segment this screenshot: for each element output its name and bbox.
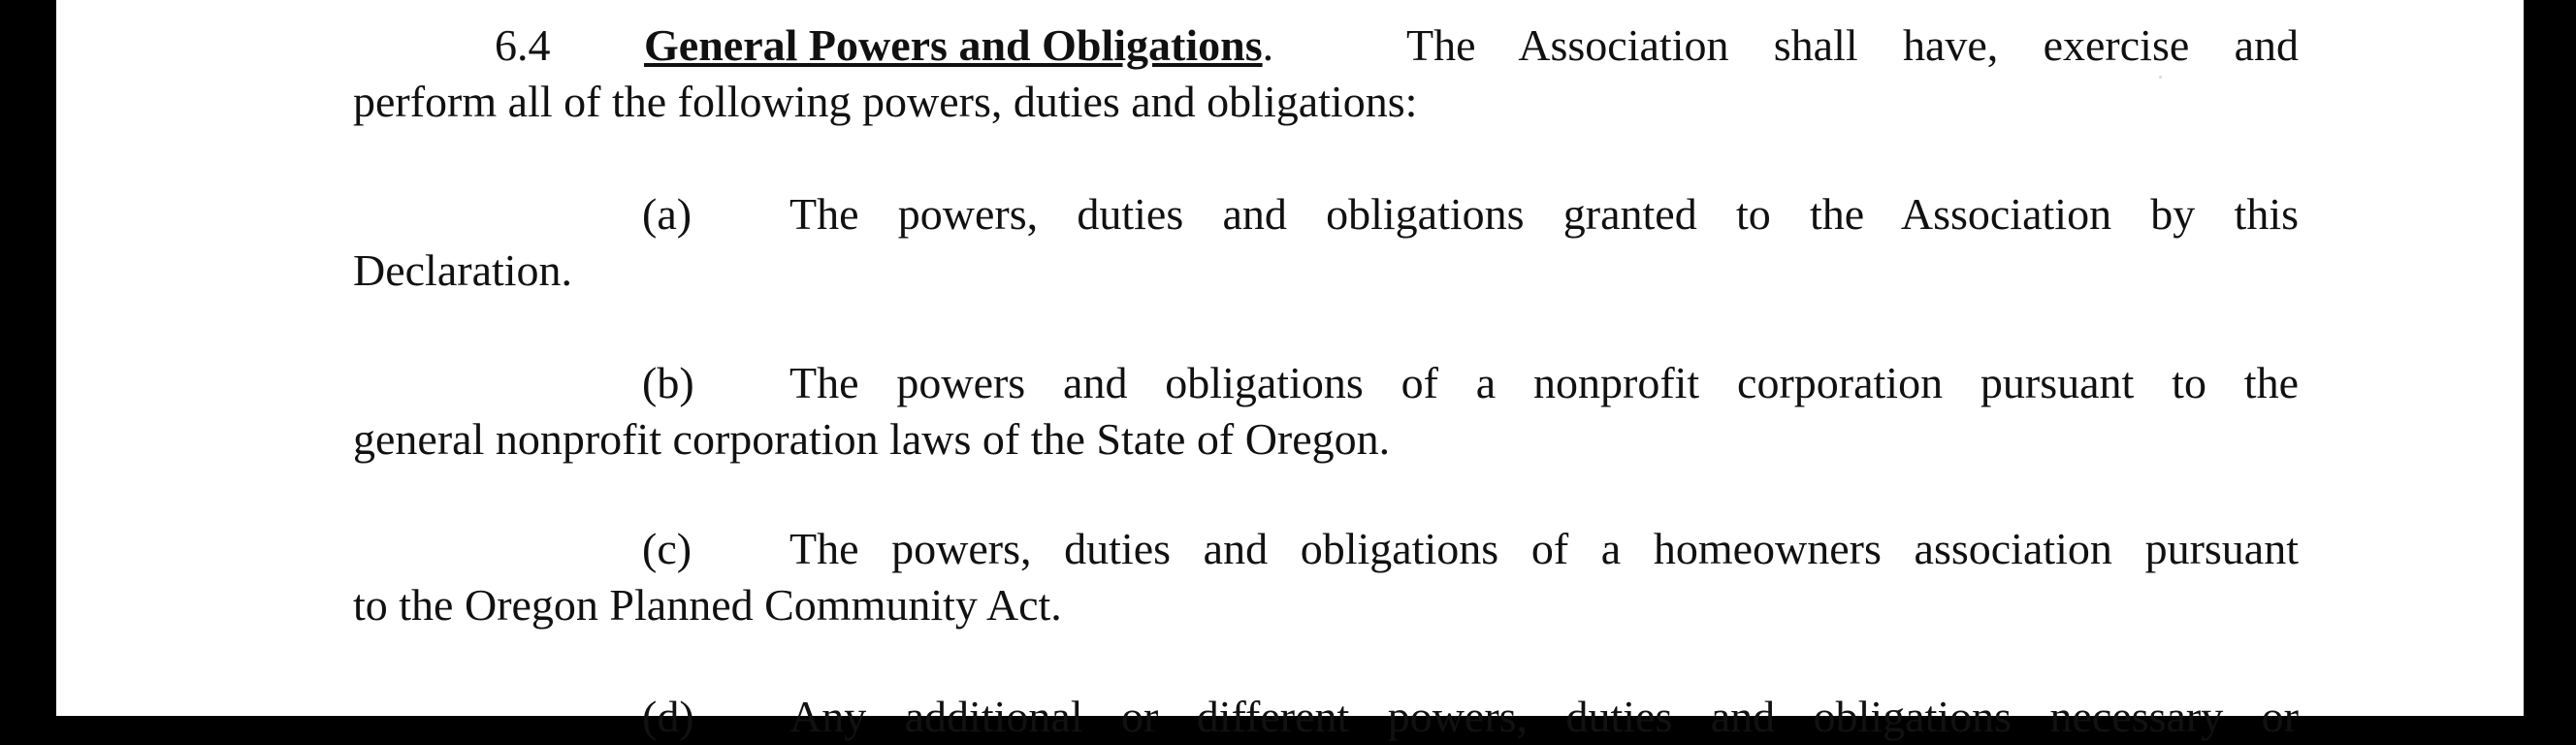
item-label-d: (d) — [642, 692, 694, 741]
item-text-a: The powers, duties and obligations granted to the Association by this — [789, 189, 2299, 239]
scan-speck — [2159, 76, 2162, 79]
item-text-d: Any additional or different powers, duties and obligations necessary or — [789, 692, 2299, 741]
item-text-c: The powers, duties and obligations of a homeowners association pursuant — [789, 524, 2299, 573]
section-intro-first-line: The Association shall have, exercise and — [1406, 20, 2299, 70]
section-title-period: . — [1262, 20, 1274, 70]
item-label-c: (c) — [642, 524, 692, 573]
section-heading-group — [644, 17, 1273, 74]
section-number: 6.4 — [495, 20, 551, 70]
item-continuation-b: general nonprofit corporation laws of the State of Oregon. — [353, 414, 1391, 464]
section-title: General Powers and Obligations — [644, 20, 1263, 70]
item-label-b: (b) — [642, 358, 694, 407]
item-label-a: (a) — [642, 189, 692, 239]
document-page — [56, 0, 2524, 741]
item-continuation-a: Declaration. — [353, 245, 573, 295]
item-continuation-c: to the Oregon Planned Community Act. — [353, 580, 1062, 630]
section-intro-continuation: perform all of the following powers, duties and obligations: — [353, 77, 1418, 126]
item-text-b: The powers and obligations of a nonprofit corporation pursuant to the — [789, 358, 2299, 407]
